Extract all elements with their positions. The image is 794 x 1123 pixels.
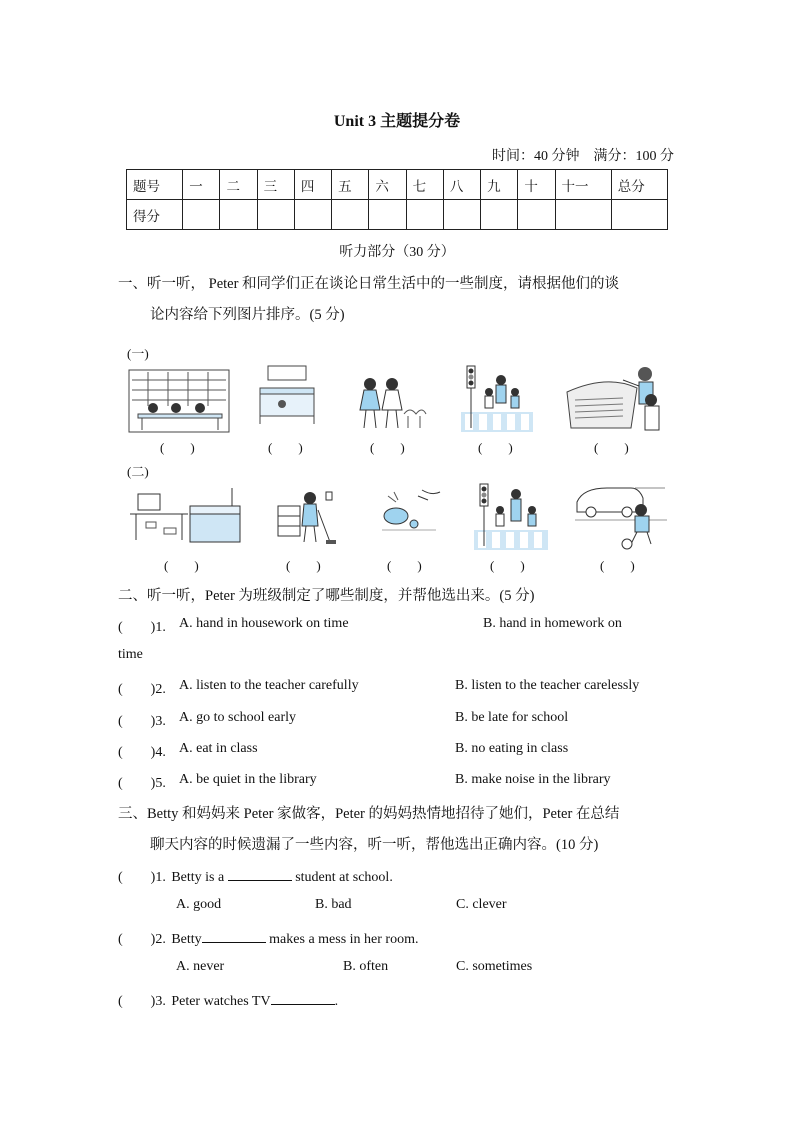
messy-room-icon	[128, 482, 244, 548]
group1-label: (一)	[127, 346, 149, 361]
table-cell: 六	[369, 170, 406, 200]
option-a: A. go to school early	[179, 710, 297, 725]
score-input-cell[interactable]	[220, 200, 257, 230]
option-a: A. listen to the teacher carefully	[179, 678, 359, 693]
option-a: A. good	[176, 897, 222, 912]
bedroom-icon	[254, 362, 320, 432]
table-cell: 得分	[127, 200, 183, 230]
crosswalk-icon	[457, 362, 537, 434]
option-c: C. sometimes	[456, 959, 533, 974]
page-title: Unit 3 主题提分卷	[333, 113, 461, 130]
score-input-cell[interactable]	[369, 200, 406, 230]
option-a: A. hand in housework on time	[179, 616, 349, 631]
score-input-cell[interactable]	[406, 200, 443, 230]
question-text: Betty	[171, 932, 202, 947]
trash-icon	[378, 486, 444, 534]
answer-blank[interactable]	[271, 992, 335, 1005]
answer-blank[interactable]	[228, 868, 292, 881]
section3-heading-line2: 聊天内容的时候遗漏了一些内容，听一听，帮他选出正确内容。(10 分)	[150, 837, 599, 853]
table-cell: 题号	[127, 170, 183, 200]
question-number[interactable]: ( )2.	[118, 932, 166, 947]
answer-paren[interactable]: ( )	[490, 558, 525, 573]
table-cell: 五	[332, 170, 369, 200]
option-b: B. be late for school	[455, 710, 569, 725]
question-number[interactable]: ( )3.	[118, 994, 166, 1009]
exam-meta: 时间：40 分钟 满分：100 分	[492, 149, 674, 164]
answer-paren[interactable]: ( )	[594, 440, 629, 455]
option-b: B. bad	[315, 897, 352, 912]
table-cell: 一	[183, 170, 220, 200]
listening-header: 听力部分（30 分）	[339, 245, 455, 260]
option-a: A. be quiet in the library	[179, 772, 317, 787]
answer-paren[interactable]: ( )	[370, 440, 405, 455]
answer-paren[interactable]: ( )	[164, 558, 199, 573]
boy-football-street-icon	[575, 480, 667, 550]
table-cell: 四	[294, 170, 331, 200]
table-cell: 七	[406, 170, 443, 200]
teacher-reading-icon	[563, 364, 667, 436]
question-number[interactable]: ( )1.	[118, 620, 166, 635]
children-playing-icon	[352, 372, 428, 434]
section1-heading-line1: 一、听一听， Peter 和同学们正在谈论日常生活中的一些制度，请根据他们的谈	[118, 276, 620, 292]
option-b: B. make noise in the library	[455, 772, 611, 787]
table-cell: 三	[257, 170, 294, 200]
question-number[interactable]: ( )4.	[118, 745, 166, 760]
option-b: B. hand in homework on	[483, 616, 622, 631]
question-line	[118, 990, 338, 1010]
question-text: makes a mess in her room.	[269, 932, 419, 947]
table-cell: 总分	[611, 170, 667, 200]
score-input-cell[interactable]	[518, 200, 555, 230]
question-number[interactable]: ( )3.	[118, 714, 166, 729]
score-input-cell[interactable]	[443, 200, 480, 230]
score-input-cell[interactable]	[555, 200, 611, 230]
answer-paren[interactable]: ( )	[600, 558, 635, 573]
girl-sweeping-icon	[272, 488, 342, 550]
score-table	[126, 169, 668, 230]
question-text: student at school.	[295, 870, 393, 885]
option-c: C. clever	[456, 897, 507, 912]
group2-label: (二)	[127, 464, 149, 479]
question-number[interactable]: ( )1.	[118, 870, 166, 885]
option-a: A. never	[176, 959, 225, 974]
section2-heading: 二、听一听，Peter 为班级制定了哪些制度，并帮他选出来。(5 分)	[118, 588, 535, 604]
option-b: B. often	[343, 959, 389, 974]
answer-paren[interactable]: ( )	[268, 440, 303, 455]
score-table-header-row	[127, 170, 668, 200]
question-line	[118, 928, 418, 948]
table-cell: 八	[443, 170, 480, 200]
answer-paren[interactable]: ( )	[160, 440, 195, 455]
option-b: B. no eating in class	[455, 741, 569, 756]
question-line	[118, 866, 393, 886]
question-text: .	[334, 994, 339, 1009]
score-input-cell[interactable]	[257, 200, 294, 230]
option-b: B. listen to the teacher carelessly	[455, 678, 640, 693]
score-table-score-row	[127, 200, 668, 230]
score-input-cell[interactable]	[332, 200, 369, 230]
score-input-cell[interactable]	[481, 200, 518, 230]
question-number[interactable]: ( )5.	[118, 776, 166, 791]
answer-blank[interactable]	[202, 930, 266, 943]
score-input-cell[interactable]	[183, 200, 220, 230]
score-input-cell[interactable]	[611, 200, 667, 230]
answer-paren[interactable]: ( )	[478, 440, 513, 455]
question-number[interactable]: ( )2.	[118, 682, 166, 697]
crossing-with-adult-icon	[470, 480, 552, 552]
table-cell: 十一	[555, 170, 611, 200]
score-input-cell[interactable]	[294, 200, 331, 230]
question-text: Betty is a	[171, 870, 225, 885]
section3-heading-line1: 三、Betty 和妈妈来 Peter 家做客，Peter 的妈妈热情地招待了她们，Peter 在总结	[118, 806, 620, 822]
answer-paren[interactable]: ( )	[286, 558, 321, 573]
table-cell: 十	[518, 170, 555, 200]
question-text: Peter watches TV	[171, 994, 271, 1009]
table-cell: 二	[220, 170, 257, 200]
option-a: A. eat in class	[179, 741, 258, 756]
table-cell: 九	[481, 170, 518, 200]
option-b-wrap: time	[118, 647, 143, 662]
section1-heading-line2: 论内容给下列图片排序。(5 分)	[150, 307, 345, 323]
answer-paren[interactable]: ( )	[387, 558, 422, 573]
library-icon	[128, 366, 232, 434]
